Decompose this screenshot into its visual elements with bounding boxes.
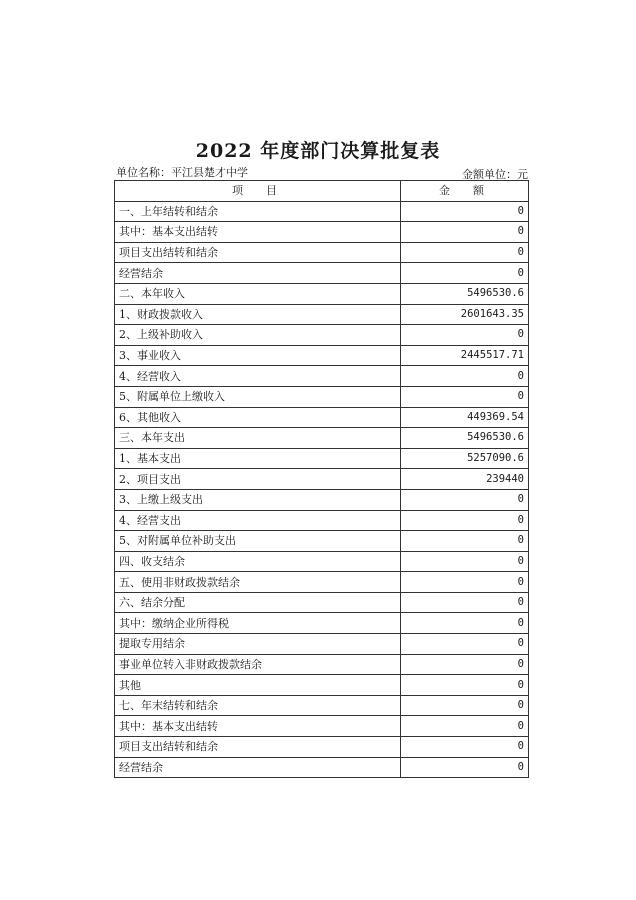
row-amount: 5496530.6 — [401, 428, 529, 449]
row-amount: 0 — [401, 222, 529, 243]
table-row — [115, 428, 529, 449]
table-body — [115, 201, 529, 778]
unit-name-label: 单位名称：平江县楚才中学 — [116, 166, 248, 179]
table-row — [115, 366, 529, 387]
row-label: 三、本年支出 — [115, 428, 401, 449]
row-amount: 0 — [401, 201, 529, 222]
table-row — [115, 469, 529, 490]
row-label: 2、上级补助收入 — [115, 325, 401, 346]
row-label: 1、基本支出 — [115, 448, 401, 469]
row-label: 一、上年结转和结余 — [115, 201, 401, 222]
row-label: 经营结余 — [115, 263, 401, 284]
row-amount: 0 — [401, 695, 529, 716]
table-header-row — [115, 181, 529, 202]
table-row — [115, 283, 529, 304]
row-amount: 0 — [401, 489, 529, 510]
row-label: 项目支出结转和结余 — [115, 737, 401, 758]
budget-table — [114, 180, 529, 778]
table-row — [115, 531, 529, 552]
table-row — [115, 757, 529, 778]
row-label: 6、其他收入 — [115, 407, 401, 428]
row-amount: 5257090.6 — [401, 448, 529, 469]
row-amount: 0 — [401, 634, 529, 655]
table-row — [115, 695, 529, 716]
row-amount: 2601643.35 — [401, 304, 529, 325]
table-row — [115, 654, 529, 675]
table-row — [115, 634, 529, 655]
table-row — [115, 489, 529, 510]
table-row — [115, 325, 529, 346]
page-title: 2022 年度部门决算批复表 — [195, 140, 441, 162]
row-amount: 0 — [401, 757, 529, 778]
row-amount: 239440 — [401, 469, 529, 490]
row-label: 其他 — [115, 675, 401, 696]
row-amount: 0 — [401, 510, 529, 531]
table-row — [115, 386, 529, 407]
row-label: 其中：基本支出结转 — [115, 716, 401, 737]
table-row — [115, 737, 529, 758]
row-amount: 0 — [401, 366, 529, 387]
row-amount: 5496530.6 — [401, 283, 529, 304]
row-amount: 2445517.71 — [401, 345, 529, 366]
row-label: 四、收支结余 — [115, 551, 401, 572]
row-label: 5、对附属单位补助支出 — [115, 531, 401, 552]
header-item: 项 目 — [115, 181, 401, 202]
table-row — [115, 448, 529, 469]
row-amount: 0 — [401, 654, 529, 675]
row-amount: 0 — [401, 531, 529, 552]
row-label: 1、财政拨款收入 — [115, 304, 401, 325]
row-amount: 0 — [401, 613, 529, 634]
row-label: 4、经营收入 — [115, 366, 401, 387]
row-label: 七、年末结转和结余 — [115, 695, 401, 716]
row-label: 其中：基本支出结转 — [115, 222, 401, 243]
row-label: 其中：缴纳企业所得税 — [115, 613, 401, 634]
table-row — [115, 613, 529, 634]
row-amount: 0 — [401, 592, 529, 613]
table-row — [115, 716, 529, 737]
table-row — [115, 510, 529, 531]
row-label: 事业单位转入非财政拨款结余 — [115, 654, 401, 675]
table-row — [115, 242, 529, 263]
table-row — [115, 407, 529, 428]
row-amount: 0 — [401, 386, 529, 407]
row-amount: 0 — [401, 551, 529, 572]
row-label: 经营结余 — [115, 757, 401, 778]
row-label: 六、结余分配 — [115, 592, 401, 613]
row-label: 二、本年收入 — [115, 283, 401, 304]
table-row — [115, 551, 529, 572]
table-row — [115, 222, 529, 243]
table-row — [115, 201, 529, 222]
row-amount: 0 — [401, 716, 529, 737]
table-row — [115, 572, 529, 593]
row-amount: 0 — [401, 325, 529, 346]
row-label: 五、使用非财政拨款结余 — [115, 572, 401, 593]
currency-unit-label: 金额单位：元 — [462, 168, 528, 181]
row-amount: 0 — [401, 737, 529, 758]
table-row — [115, 592, 529, 613]
table-row — [115, 345, 529, 366]
table-row — [115, 263, 529, 284]
row-amount: 0 — [401, 675, 529, 696]
table-row — [115, 675, 529, 696]
row-label: 项目支出结转和结余 — [115, 242, 401, 263]
row-label: 4、经营支出 — [115, 510, 401, 531]
row-amount: 449369.54 — [401, 407, 529, 428]
table-row — [115, 304, 529, 325]
header-amount: 金 额 — [401, 181, 529, 202]
row-label: 提取专用结余 — [115, 634, 401, 655]
row-amount: 0 — [401, 572, 529, 593]
row-amount: 0 — [401, 242, 529, 263]
row-label: 2、项目支出 — [115, 469, 401, 490]
row-label: 3、上缴上级支出 — [115, 489, 401, 510]
row-label: 5、附属单位上缴收入 — [115, 386, 401, 407]
row-amount: 0 — [401, 263, 529, 284]
row-label: 3、事业收入 — [115, 345, 401, 366]
